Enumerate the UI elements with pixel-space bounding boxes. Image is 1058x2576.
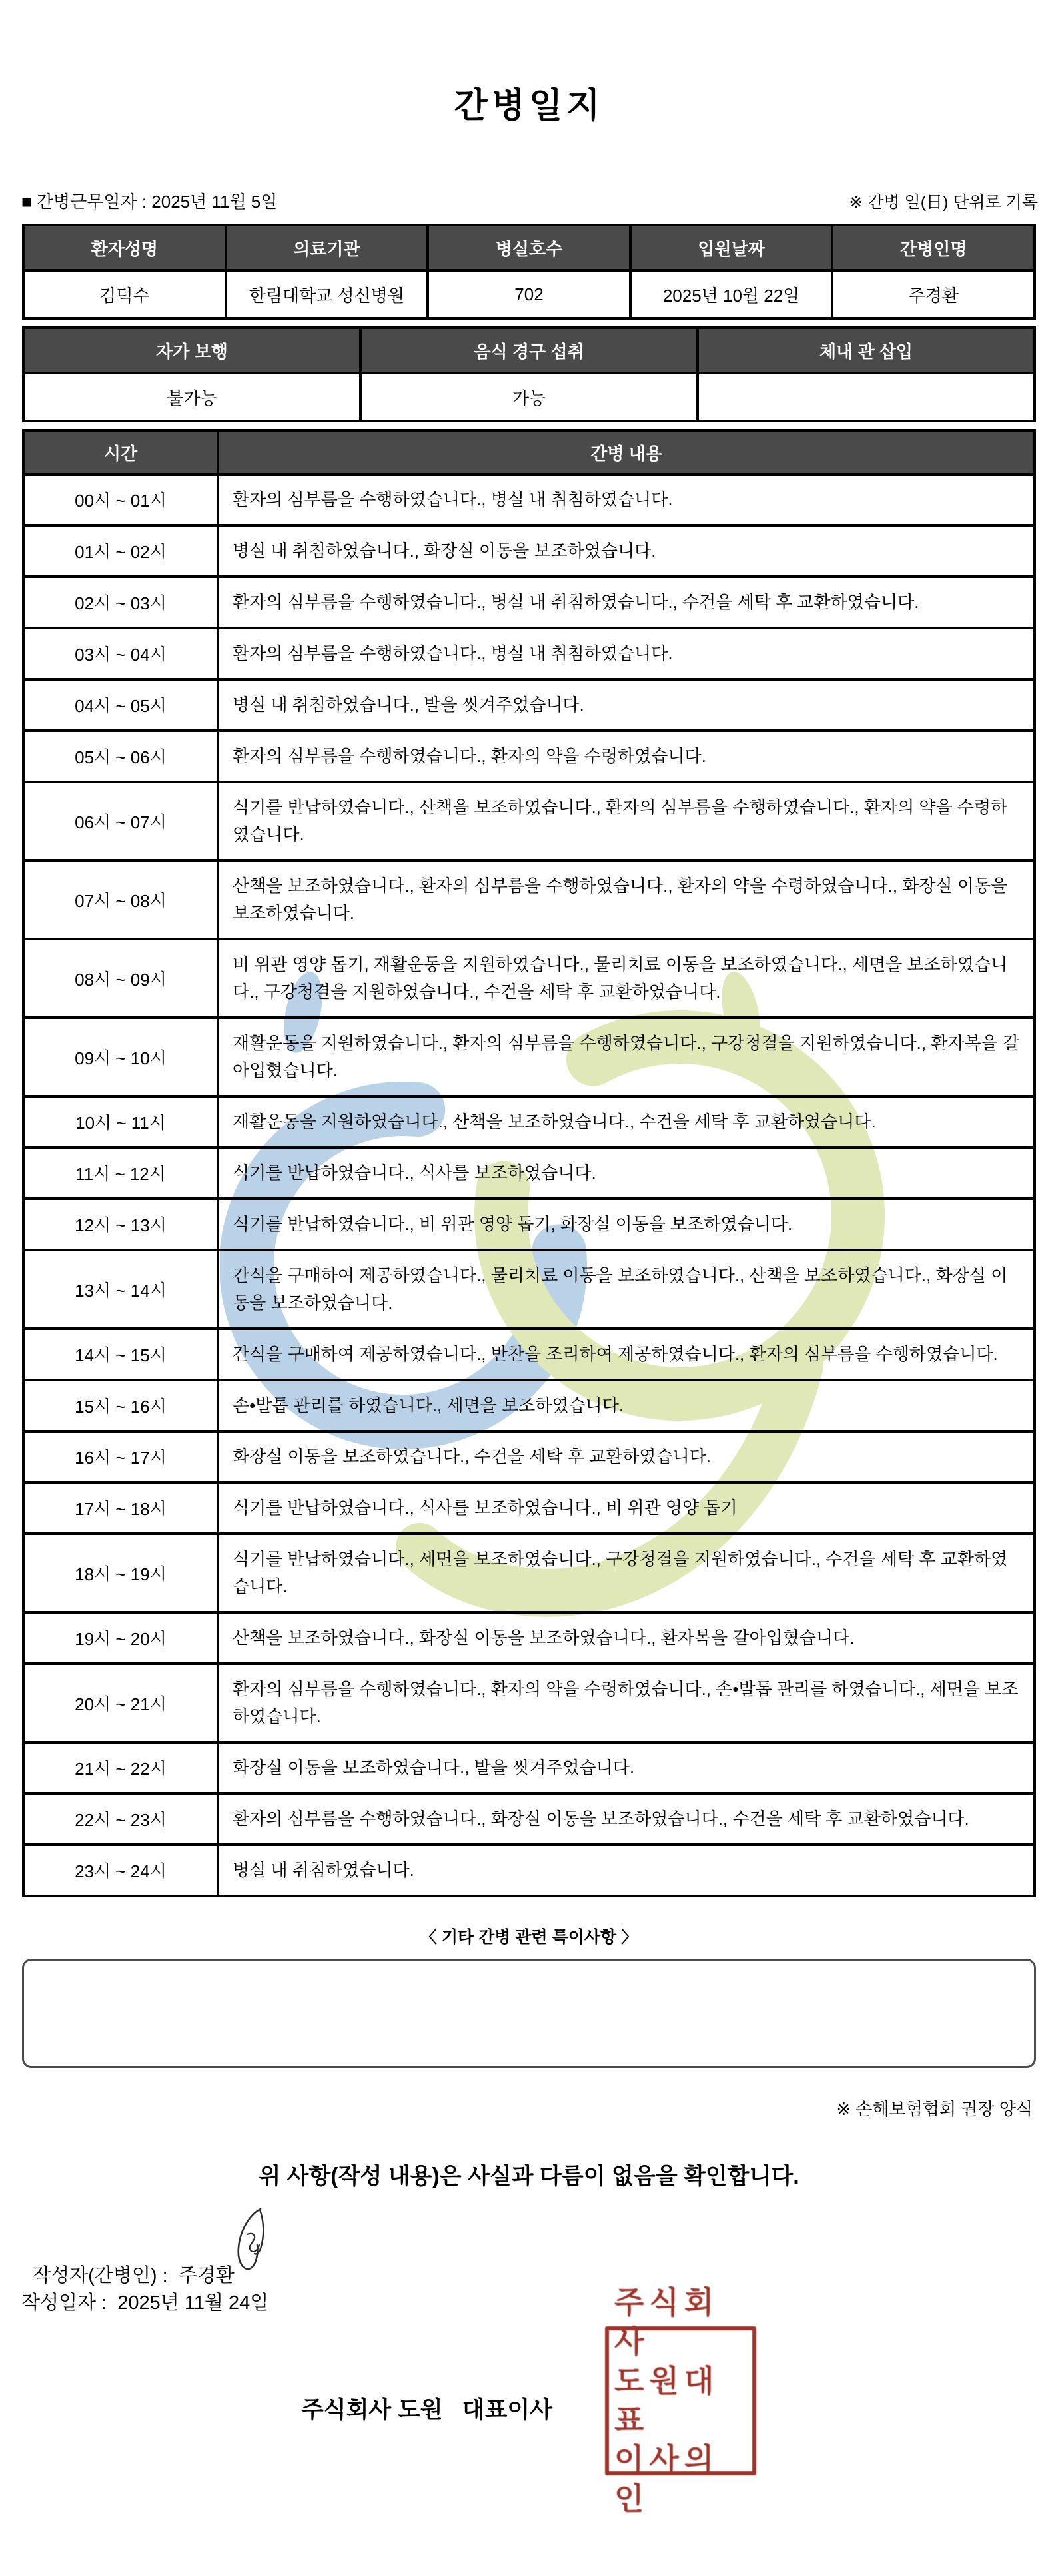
content-column-header: 간병 내용 bbox=[218, 430, 1035, 474]
caregiver-name-value: 주경환 bbox=[832, 270, 1035, 318]
log-time-cell: 12시 ~ 13시 bbox=[23, 1199, 218, 1250]
stamp-line-2: 도원대표 bbox=[614, 2364, 720, 2437]
patient-name-value: 김덕수 bbox=[23, 270, 226, 318]
patient-status-table bbox=[22, 326, 1036, 422]
log-content-cell: 식기를 반납하였습니다., 산책을 보조하였습니다., 환자의 심부름을 수행하였습니다., 환자의 약을 수령하였습니다. bbox=[218, 782, 1035, 860]
caregiver-signature bbox=[231, 2206, 272, 2273]
log-time-cell: 11시 ~ 12시 bbox=[23, 1147, 218, 1199]
log-time-cell: 06시 ~ 07시 bbox=[23, 782, 218, 860]
oral-intake-value: 가능 bbox=[360, 373, 698, 421]
log-time-cell: 14시 ~ 15시 bbox=[23, 1329, 218, 1380]
care-log-row bbox=[23, 1147, 1035, 1199]
company-name: 주식회사 도원 대표이사 bbox=[301, 2397, 552, 2423]
log-content-cell: 화장실 이동을 보조하였습니다., 발을 씻겨주었습니다. bbox=[218, 1742, 1035, 1793]
meta-row bbox=[21, 188, 1038, 213]
care-log-row bbox=[23, 1199, 1035, 1250]
log-time-cell: 18시 ~ 19시 bbox=[23, 1534, 218, 1612]
status-value-row bbox=[23, 373, 1035, 421]
care-work-date: ■ 간병근무일자 : 2025년 11월 5일 bbox=[21, 192, 278, 212]
care-log-row bbox=[23, 782, 1035, 860]
log-time-cell: 20시 ~ 21시 bbox=[23, 1664, 218, 1742]
status-header-row bbox=[23, 328, 1035, 373]
care-log-row bbox=[23, 1380, 1035, 1431]
writer-line bbox=[21, 2238, 1058, 2286]
log-time-cell: 21시 ~ 22시 bbox=[23, 1742, 218, 1793]
corporate-seal-stamp bbox=[605, 2285, 756, 2516]
care-log-row bbox=[23, 1742, 1035, 1793]
log-time-cell: 23시 ~ 24시 bbox=[23, 1845, 218, 1896]
care-log-row bbox=[23, 1664, 1035, 1742]
tube-insertion-header: 체내 관 삽입 bbox=[698, 328, 1035, 373]
log-content-cell: 간식을 구매하여 제공하였습니다., 반찬을 조리하여 제공하였습니다., 환자의 심부름을 수행하였습니다. bbox=[218, 1329, 1035, 1380]
care-log-row bbox=[23, 939, 1035, 1018]
care-log-table bbox=[22, 429, 1036, 1897]
log-content-cell: 식기를 반납하였습니다., 식사를 보조하였습니다. bbox=[218, 1147, 1035, 1199]
care-log-row bbox=[23, 679, 1035, 731]
confirmation-statement: 위 사항(작성 내용)은 사실과 다름이 없음을 확인합니다. bbox=[259, 2164, 799, 2189]
log-time-cell: 13시 ~ 14시 bbox=[23, 1250, 218, 1329]
log-content-cell: 환자의 심부름을 수행하였습니다., 환자의 약을 수령하였습니다. bbox=[218, 731, 1035, 782]
care-log-row bbox=[23, 1431, 1035, 1482]
log-content-cell: 환자의 심부름을 수행하였습니다., 화장실 이동을 보조하였습니다., 수건을 세탁 후 교환하였습니다. bbox=[218, 1793, 1035, 1845]
log-time-cell: 10시 ~ 11시 bbox=[23, 1096, 218, 1147]
log-time-cell: 03시 ~ 04시 bbox=[23, 628, 218, 679]
log-time-cell: 05시 ~ 06시 bbox=[23, 731, 218, 782]
care-log-row bbox=[23, 860, 1035, 939]
admission-date-header: 입원날짜 bbox=[630, 225, 833, 270]
care-log-row bbox=[23, 731, 1035, 782]
care-log-row bbox=[23, 1845, 1035, 1896]
self-walking-header: 자가 보행 bbox=[23, 328, 360, 373]
log-time-cell: 04시 ~ 05시 bbox=[23, 679, 218, 731]
care-log-row bbox=[23, 525, 1035, 577]
self-walking-value: 불가능 bbox=[23, 373, 360, 421]
care-log-row bbox=[23, 1250, 1035, 1329]
log-content-cell: 산책을 보조하였습니다., 화장실 이동을 보조하였습니다., 환자복을 갈아입혔습니다. bbox=[218, 1612, 1035, 1664]
care-log-row bbox=[23, 577, 1035, 628]
care-log-row bbox=[23, 1329, 1035, 1380]
care-log-row bbox=[23, 1793, 1035, 1845]
log-content-cell: 식기를 반납하였습니다., 세면을 보조하였습니다., 구강청결을 지원하였습니다., 수건을 세탁 후 교환하였습니다. bbox=[218, 1534, 1035, 1612]
log-time-cell: 17시 ~ 18시 bbox=[23, 1482, 218, 1534]
room-number-header: 병실호수 bbox=[428, 225, 630, 270]
care-log-row bbox=[23, 628, 1035, 679]
log-content-cell: 산책을 보조하였습니다., 환자의 심부름을 수행하였습니다., 환자의 약을 수령하였습니다., 화장실 이동을 보조하였습니다. bbox=[218, 860, 1035, 939]
log-time-cell: 15시 ~ 16시 bbox=[23, 1380, 218, 1431]
admission-date-value: 2025년 10월 22일 bbox=[630, 270, 833, 318]
page-title: 간병일지 bbox=[454, 87, 604, 125]
log-content-cell: 식기를 반납하였습니다., 비 위관 영양 돕기, 화장실 이동을 보조하였습니다. bbox=[218, 1199, 1035, 1250]
medical-institution-header: 의료기관 bbox=[226, 225, 428, 270]
form-note: ※ 손해보험협회 권장 양식 bbox=[836, 2099, 1033, 2119]
log-time-cell: 01시 ~ 02시 bbox=[23, 525, 218, 577]
care-log-header-row bbox=[23, 430, 1035, 474]
unit-note: ※ 간병 일(日) 단위로 기록 bbox=[849, 193, 1038, 212]
patient-info-header-row bbox=[23, 225, 1035, 270]
writer-name-text: 작성자(간병인) : 주경환 bbox=[32, 2265, 235, 2286]
log-time-cell: 07시 ~ 08시 bbox=[23, 860, 218, 939]
log-content-cell: 재활운동을 지원하였습니다., 산책을 보조하였습니다., 수건을 세탁 후 교환하였습니다. bbox=[218, 1096, 1035, 1147]
time-column-header: 시간 bbox=[23, 430, 218, 474]
log-time-cell: 22시 ~ 23시 bbox=[23, 1793, 218, 1845]
patient-name-header: 환자성명 bbox=[23, 225, 226, 270]
log-content-cell: 손•발톱 관리를 하였습니다., 세면을 보조하였습니다. bbox=[218, 1380, 1035, 1431]
stamp-line-1: 주식회사 bbox=[614, 2285, 720, 2359]
care-log-row bbox=[23, 1096, 1035, 1147]
log-content-cell: 병실 내 취침하였습니다., 화장실 이동을 보조하였습니다. bbox=[218, 525, 1035, 577]
care-log-row bbox=[23, 1612, 1035, 1664]
special-notes-label: 〈 기타 간병 관련 특이사항 〉 bbox=[420, 1928, 638, 1947]
log-time-cell: 08시 ~ 09시 bbox=[23, 939, 218, 1018]
log-time-cell: 16시 ~ 17시 bbox=[23, 1431, 218, 1482]
log-content-cell: 화장실 이동을 보조하였습니다., 수건을 세탁 후 교환하였습니다. bbox=[218, 1431, 1035, 1482]
caregiver-name-header: 간병인명 bbox=[832, 225, 1035, 270]
log-content-cell: 병실 내 취침하였습니다. bbox=[218, 1845, 1035, 1896]
log-content-cell: 환자의 심부름을 수행하였습니다., 병실 내 취침하였습니다., 수건을 세탁 후 교환하였습니다. bbox=[218, 577, 1035, 628]
oral-intake-header: 음식 경구 섭취 bbox=[360, 328, 698, 373]
care-log-row bbox=[23, 1482, 1035, 1534]
care-log-row bbox=[23, 1018, 1035, 1096]
log-content-cell: 비 위관 영양 돕기, 재활운동을 지원하였습니다., 물리치료 이동을 보조하였습니다., 세면을 보조하였습니다., 구강청결을 지원하였습니다., 수건을 세탁 후 교환하였습니다. bbox=[218, 939, 1035, 1018]
stamp-line-3: 이사의인 bbox=[614, 2442, 720, 2516]
log-content-cell: 식기를 반납하였습니다., 식사를 보조하였습니다., 비 위관 영양 돕기 bbox=[218, 1482, 1035, 1534]
log-content-cell: 병실 내 취침하였습니다., 발을 씻겨주었습니다. bbox=[218, 679, 1035, 731]
log-content-cell: 재활운동을 지원하였습니다., 환자의 심부름을 수행하였습니다., 구강청결을 지원하였습니다., 환자복을 갈아입혔습니다. bbox=[218, 1018, 1035, 1096]
log-content-cell: 간식을 구매하여 제공하였습니다., 물리치료 이동을 보조하였습니다., 산책을 보조하였습니다., 화장실 이동을 보조하였습니다. bbox=[218, 1250, 1035, 1329]
log-content-cell: 환자의 심부름을 수행하였습니다., 환자의 약을 수령하였습니다., 손•발톱 관리를 하였습니다., 세면을 보조하였습니다. bbox=[218, 1664, 1035, 1742]
log-time-cell: 00시 ~ 01시 bbox=[23, 474, 218, 525]
tube-insertion-value bbox=[698, 373, 1035, 421]
special-notes-box bbox=[22, 1959, 1036, 2068]
medical-institution-value: 한림대학교 성신병원 bbox=[226, 270, 428, 318]
care-log-row bbox=[23, 474, 1035, 525]
log-content-cell: 환자의 심부름을 수행하였습니다., 병실 내 취침하였습니다. bbox=[218, 474, 1035, 525]
patient-info-table bbox=[22, 224, 1036, 320]
log-time-cell: 19시 ~ 20시 bbox=[23, 1612, 218, 1664]
log-time-cell: 02시 ~ 03시 bbox=[23, 577, 218, 628]
room-number-value: 702 bbox=[428, 270, 630, 318]
log-content-cell: 환자의 심부름을 수행하였습니다., 병실 내 취침하였습니다. bbox=[218, 628, 1035, 679]
care-log-row bbox=[23, 1534, 1035, 1612]
patient-info-value-row bbox=[23, 270, 1035, 318]
write-date-line: 작성일자 : 2025년 11월 24일 bbox=[21, 2292, 269, 2314]
log-time-cell: 09시 ~ 10시 bbox=[23, 1018, 218, 1096]
